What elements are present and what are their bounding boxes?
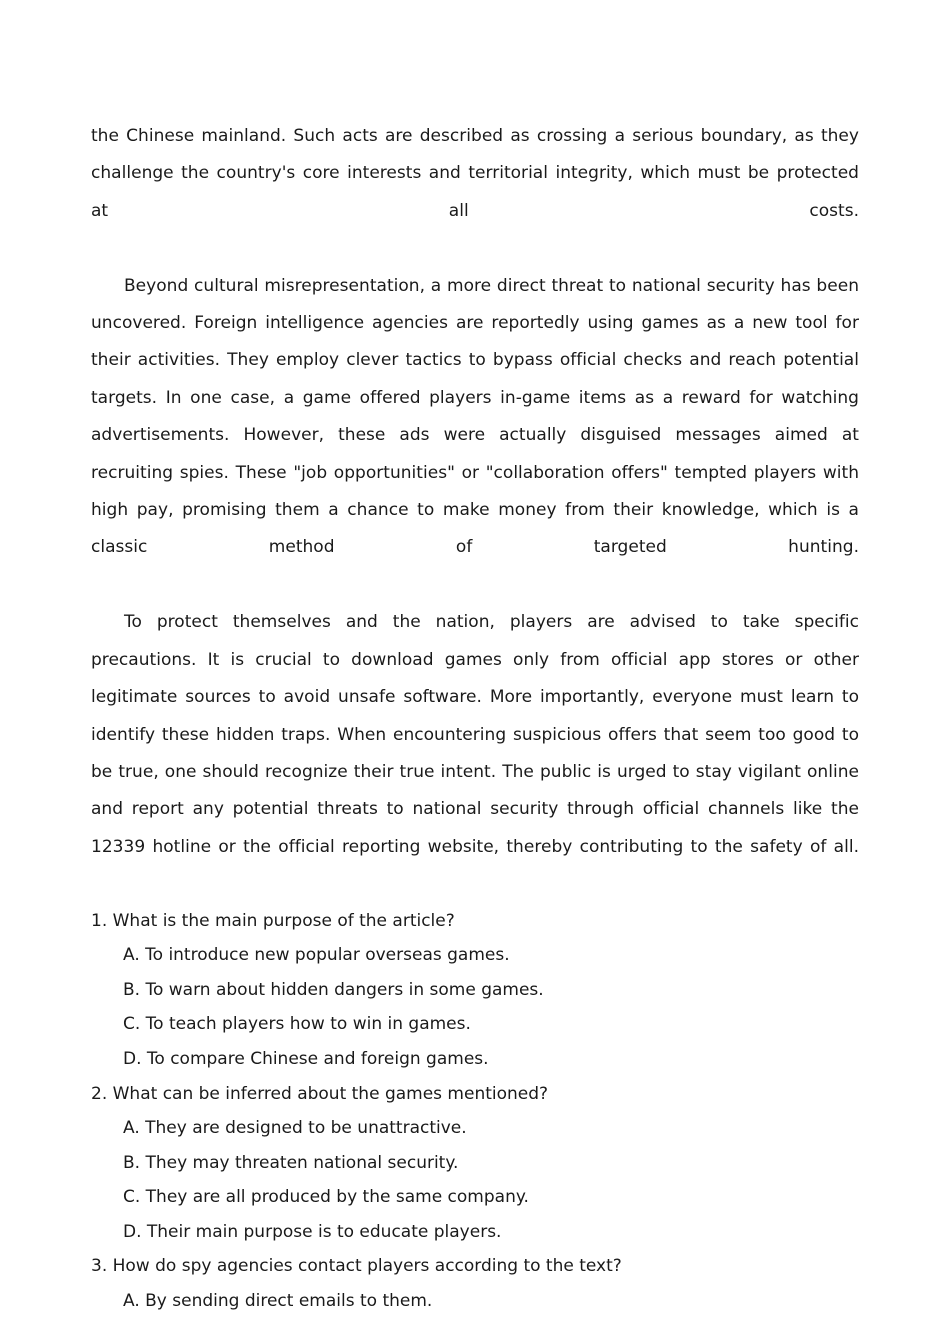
- question-block-1: [91, 904, 859, 1077]
- article-paragraph-2: Beyond cultural misrepresentation, a more direct threat to national security has been uncovered. Foreign intelligence agencies are reportedly using games as a new tool for their activities. They employ clever tactics to bypass official checks and reach potential targets. In one case, a game offered players in-game items as a reward for watching advertisements. However, these ads were actually disguised messages aimed at recruiting spies. These "job opportunities" or "collaboration offers" tempted players with high pay, promising them a chance to make money from their knowledge, which is a classic method of targeted hunting.: [91, 275, 859, 558]
- question-1-option-a[interactable]: A. To introduce new popular overseas games.: [123, 945, 510, 966]
- question-2-option-a[interactable]: A. They are designed to be unattractive.: [123, 1118, 467, 1139]
- question-1-option-c[interactable]: C. To teach players how to win in games.: [123, 1014, 471, 1035]
- question-block-2: [91, 1077, 859, 1250]
- question-2-option-b[interactable]: B. They may threaten national security.: [123, 1152, 459, 1173]
- question-3-option-a[interactable]: A. By sending direct emails to them.: [123, 1291, 433, 1312]
- questions-section: [91, 904, 859, 1319]
- question-1-option-b[interactable]: B. To warn about hidden dangers in some games.: [123, 979, 544, 1000]
- article-paragraph-3: To protect themselves and the nation, players are advised to take specific precautions. It is crucial to download games only from official app stores or other legitimate sources to avoid unsafe software. More importantly, everyone must learn to identify these hidden traps. When encountering suspicious offers that seem too good to be true, one should recognize their true intent. The public is urged to stay vigilant online and report any potential threats to national security through official channels like the 12339 hotline or the official reporting website, thereby contributing to the safety of all.: [91, 612, 859, 857]
- document-body: [91, 118, 859, 1319]
- question-prompt-3: 3. How do spy agencies contact players according to the text?: [91, 1256, 622, 1277]
- question-2-option-c[interactable]: C. They are all produced by the same company.: [123, 1187, 529, 1208]
- question-2-option-d[interactable]: D. Their main purpose is to educate players.: [123, 1221, 502, 1242]
- question-1-option-d[interactable]: D. To compare Chinese and foreign games.: [123, 1048, 489, 1069]
- article-paragraph-1: the Chinese mainland. Such acts are described as crossing a serious boundary, as they challenge the country's core interests and territorial integrity, which must be protected at all costs.: [91, 126, 859, 221]
- article-text: [91, 118, 859, 904]
- question-prompt-2: 2. What can be inferred about the games mentioned?: [91, 1083, 549, 1104]
- question-block-3: [91, 1249, 859, 1318]
- question-prompt-1: 1. What is the main purpose of the article?: [91, 910, 455, 931]
